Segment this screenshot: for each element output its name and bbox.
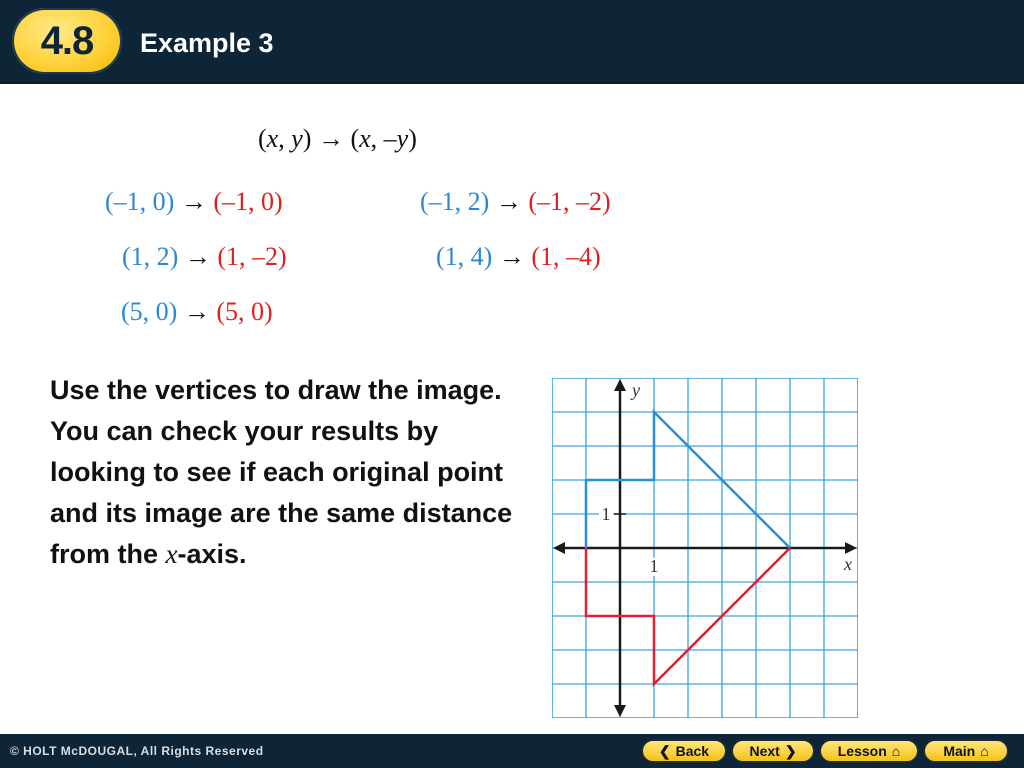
rule-right: (x, –y) — [350, 124, 417, 153]
mapping-to: (–1, –2) — [528, 187, 611, 216]
back-button[interactable] — [641, 739, 727, 763]
lesson-badge — [12, 8, 122, 74]
next-label: Next — [749, 743, 780, 759]
mapping-from: (–1, 0) — [105, 187, 175, 216]
mapping-from: (–1, 2) — [420, 187, 490, 216]
lesson-label: Lesson — [837, 743, 887, 759]
main-button[interactable] — [923, 739, 1009, 763]
page-title: Example 3 — [140, 28, 274, 58]
mapping-to: (1, –2) — [217, 242, 287, 271]
mapping-to: (5, 0) — [216, 297, 273, 326]
chevron-left-icon: ❮ — [658, 743, 671, 759]
mapping-arrow: → — [180, 187, 207, 216]
lesson-button[interactable] — [819, 739, 919, 763]
y-tick-label: 1 — [601, 504, 611, 524]
home-icon: ⌂ — [980, 743, 989, 759]
copyright-text: © HOLT McDOUGAL, All Rights Reserved — [10, 744, 264, 758]
instruction-variable: x — [165, 539, 178, 569]
main-label: Main — [943, 743, 976, 759]
mapping-from: (5, 0) — [121, 297, 178, 326]
home-icon: ⌂ — [891, 743, 901, 759]
instruction-body: Use the vertices to draw the image. You can check your results by looking to see if each original point and its image are the same distance from the — [50, 375, 513, 569]
instruction-text — [50, 370, 530, 575]
instruction-end: -axis. — [177, 539, 247, 569]
mapping-to: (–1, 0) — [213, 187, 283, 216]
x-axis-label: x — [844, 554, 852, 574]
chevron-right-icon: ❯ — [784, 743, 797, 759]
coordinate-graph — [552, 378, 858, 718]
mapping-to: (1, –4) — [531, 242, 601, 271]
mapping-1 — [105, 187, 283, 217]
mapping-arrow: → — [184, 242, 211, 271]
footer-bar — [0, 734, 1024, 768]
next-button[interactable] — [731, 739, 815, 763]
mapping-4 — [436, 242, 601, 272]
mapping-2 — [420, 187, 611, 217]
mapping-from: (1, 4) — [436, 242, 493, 271]
mapping-from: (1, 2) — [122, 242, 179, 271]
y-axis-label: y — [632, 380, 640, 400]
mapping-5 — [121, 297, 273, 327]
mapping-3 — [122, 242, 287, 272]
x-tick-label: 1 — [649, 556, 659, 576]
transformation-rule — [258, 124, 417, 154]
mapping-arrow: → — [498, 242, 525, 271]
lesson-number: 4.8 — [40, 18, 94, 63]
back-label: Back — [675, 743, 710, 759]
mapping-arrow: → — [183, 297, 210, 326]
rule-arrow: → — [317, 124, 344, 153]
header-bar — [0, 0, 1024, 84]
mapping-arrow: → — [495, 187, 522, 216]
rule-left: (x, y) — [258, 124, 312, 153]
